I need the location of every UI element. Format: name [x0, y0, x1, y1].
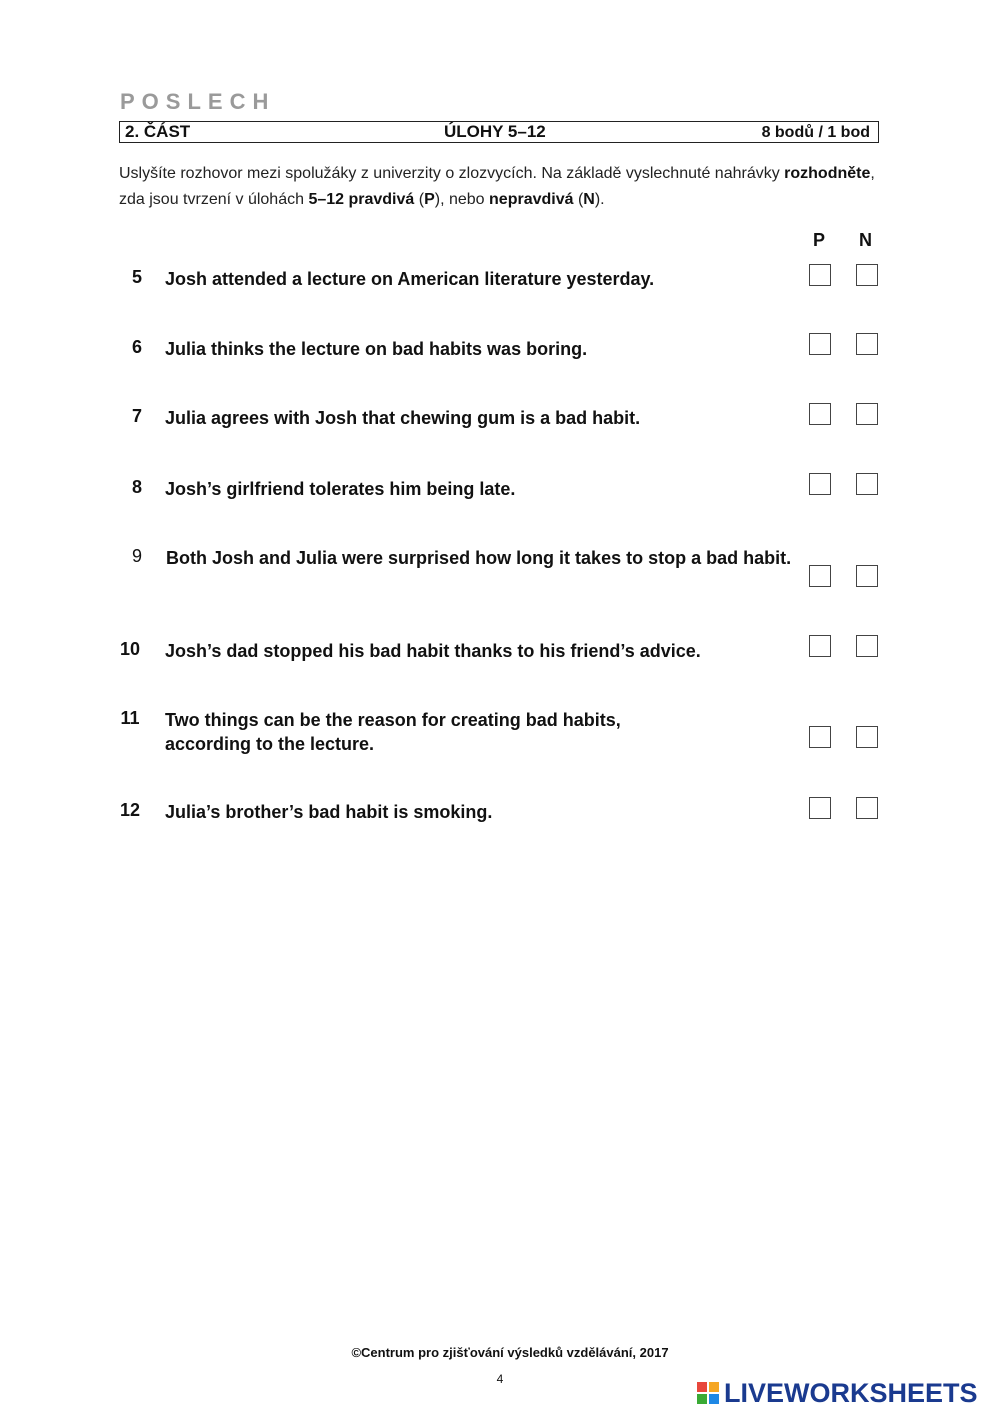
- question-number: 5: [131, 267, 142, 287]
- answer-checkbox-true[interactable]: [809, 333, 831, 355]
- page-number: 4: [496, 1372, 504, 1386]
- instructions-text: (: [414, 191, 425, 208]
- answer-checkbox-true[interactable]: [809, 635, 831, 657]
- answer-checkbox-false[interactable]: [856, 333, 878, 355]
- answer-checkbox-false[interactable]: [856, 565, 878, 587]
- liveworksheets-logo[interactable]: [697, 1378, 997, 1410]
- question-text: Two things can be the reason for creating bad habits, according to the lecture.: [165, 710, 621, 754]
- instructions-text: , zda jsou tvrzení v úlohách: [119, 165, 875, 208]
- instructions: [119, 161, 899, 213]
- instructions-bold: 5–12: [308, 191, 345, 208]
- instructions-bold: nepravdivá: [489, 191, 574, 208]
- answer-checkbox-true[interactable]: [809, 797, 831, 819]
- points-label: 8 bodů / 1 bod: [761, 124, 870, 141]
- question-text: Josh attended a lecture on American literature yesterday.: [165, 269, 655, 289]
- section-title: POSLECH: [120, 89, 276, 114]
- instructions-text: Uslyšíte rozhovor mezi spolužáky z univerzity o zlozvycích. Na základě vyslechnuté nahrávky: [119, 165, 785, 182]
- part-header: [119, 121, 879, 143]
- answer-checkbox-true[interactable]: [809, 403, 831, 425]
- liveworksheets-wordmark: LIVEWORKSHEETS: [724, 1378, 978, 1408]
- answer-checkbox-true[interactable]: [809, 565, 831, 587]
- instructions-bold: rozhodněte: [784, 165, 871, 182]
- tasks-label: ÚLOHY 5–12: [444, 122, 546, 141]
- answer-checkbox-false[interactable]: [856, 635, 878, 657]
- liveworksheets-logo-icon: [697, 1382, 721, 1406]
- instructions-text: (: [573, 191, 584, 208]
- instructions-bold: N: [583, 191, 595, 208]
- question-number: 10: [119, 639, 141, 659]
- question-text: Julia’s brother’s bad habit is smoking.: [165, 802, 493, 822]
- instructions-text: ), nebo: [434, 191, 490, 208]
- question-number: 9: [131, 546, 142, 566]
- question-text: Josh’s girlfriend tolerates him being late.: [165, 479, 516, 499]
- instructions-text: ).: [594, 191, 605, 208]
- question-number: 7: [131, 406, 142, 426]
- answer-checkbox-false[interactable]: [856, 473, 878, 495]
- question-text: Julia thinks the lecture on bad habits was boring.: [165, 339, 588, 359]
- answer-checkbox-true[interactable]: [809, 726, 831, 748]
- question-text: Julia agrees with Josh that chewing gum is a bad habit.: [165, 408, 641, 428]
- question-number: 11: [120, 708, 140, 728]
- answer-checkbox-false[interactable]: [856, 726, 878, 748]
- answer-checkbox-false[interactable]: [856, 797, 878, 819]
- instructions-bold: P: [424, 191, 435, 208]
- column-header-true: P: [813, 230, 826, 250]
- question-number: 6: [131, 337, 142, 357]
- column-header-false: N: [859, 230, 872, 250]
- instructions-bold: pravdivá: [348, 191, 415, 208]
- question-number: 8: [131, 477, 142, 497]
- part-label: 2. ČÁST: [125, 122, 191, 141]
- question-text: Both Josh and Julia were surprised how long it takes to stop a bad habit.: [166, 548, 792, 568]
- question-number: 12: [119, 800, 141, 820]
- answer-checkbox-true[interactable]: [809, 264, 831, 286]
- answer-checkbox-true[interactable]: [809, 473, 831, 495]
- question-text: Josh’s dad stopped his bad habit thanks to his friend’s advice.: [165, 641, 701, 661]
- answer-checkbox-false[interactable]: [856, 264, 878, 286]
- copyright-footer: ©Centrum pro zjišťování výsledků vzdělávání, 2017: [351, 1345, 669, 1360]
- answer-checkbox-false[interactable]: [856, 403, 878, 425]
